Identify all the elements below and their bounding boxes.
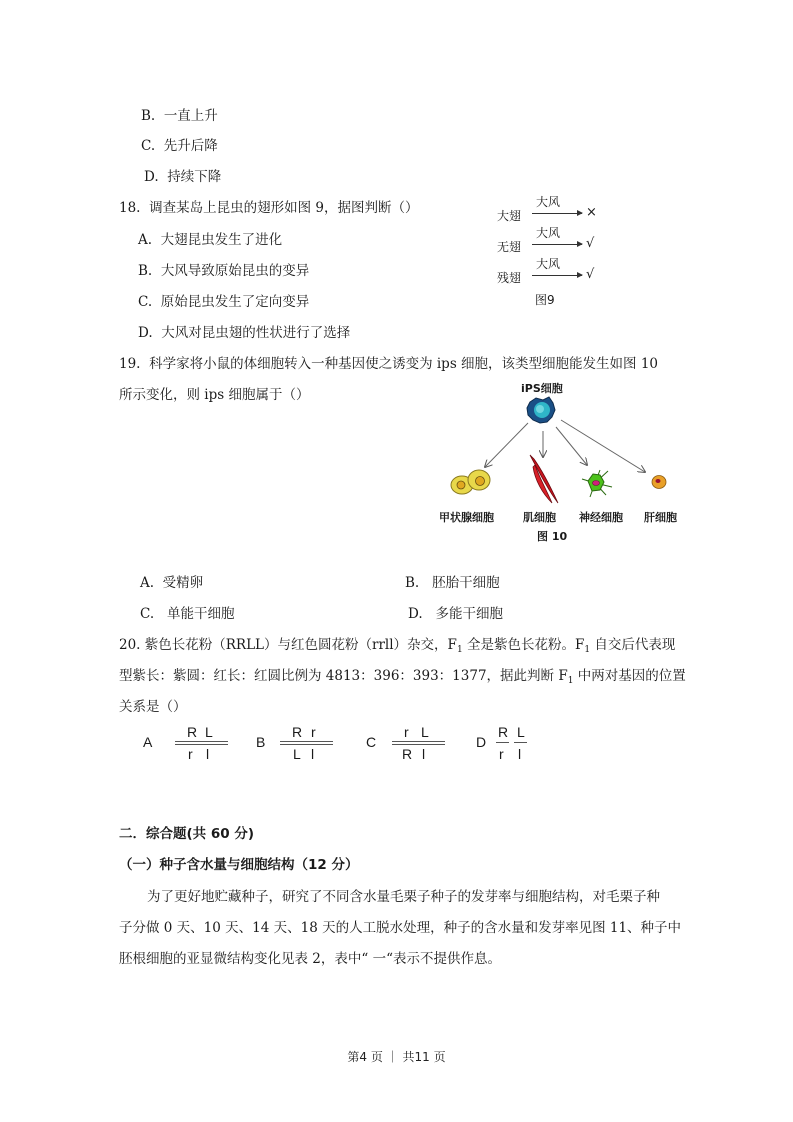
option-label: D. — [144, 169, 159, 185]
arrow-right-icon — [532, 244, 582, 245]
thyroid-cell-label: 甲状腺细胞 — [439, 511, 494, 524]
chromosome-line — [514, 742, 527, 743]
option-text: 受精卵 — [162, 575, 204, 591]
option-text: 大风导致原始昆虫的变异 — [160, 263, 310, 279]
figure-10 — [430, 375, 695, 550]
nerve-cell-label: 神经细胞 — [579, 511, 623, 524]
allele-bottom: l — [422, 746, 426, 762]
allele-top: r — [404, 724, 409, 740]
option-text: 大翅昆虫发生了进化 — [160, 232, 283, 248]
figure-caption: 图 10 — [537, 530, 568, 543]
result-mark: √ — [586, 267, 595, 282]
q20-stem-line3: 关系是（） — [119, 699, 187, 715]
paragraph-line: 胚根细胞的亚显微结构变化见表 2，表中“ 一“表示不提供作息。 — [119, 951, 501, 967]
option-label: B. — [138, 263, 153, 279]
allele-top: R — [498, 724, 509, 740]
wing-type-label: 残翅 — [497, 271, 522, 285]
option-label: D — [476, 734, 487, 750]
option-label: A — [143, 734, 153, 750]
paragraph-line: 为了更好地贮藏种子，研究了不同含水量毛栗子种子的发芽率与细胞结构，对毛栗子种 — [147, 889, 660, 905]
option-label: C — [366, 734, 377, 750]
arrow-to-thyroid — [485, 423, 528, 467]
allele-top: L — [421, 724, 429, 740]
q19-option-b — [405, 571, 500, 591]
muscle-cell-label: 肌细胞 — [523, 511, 556, 524]
q19-option-d — [408, 602, 503, 622]
arrow-to-liver — [561, 420, 645, 472]
option-text: 胚胎干细胞 — [432, 575, 500, 591]
wing-type-label: 大翅 — [497, 209, 522, 223]
q18-option-a — [138, 228, 282, 248]
question-text: 调查某岛上昆虫的翅形如图 9，据图判断（） — [149, 200, 419, 216]
question-number: 19. — [119, 356, 141, 372]
option-text: 先升后降 — [163, 138, 218, 154]
condition-label: 大风 — [536, 226, 561, 240]
question-text: 20. 紫色长花粉（RRLL）与红色圆花粉（rrll）杂交，F — [119, 637, 457, 653]
q20-option-d — [476, 722, 546, 762]
option-label: B. — [405, 575, 420, 591]
figure-caption: 图9 — [535, 293, 555, 307]
q18-option-d — [138, 321, 350, 341]
figure-9-row — [495, 193, 605, 223]
q19-option-c — [140, 602, 235, 622]
allele-bottom: r — [499, 746, 504, 762]
arrow-right-icon — [532, 275, 582, 276]
option-label: A. — [138, 232, 153, 248]
chromosome-line — [175, 741, 228, 742]
option-text: 大风对昆虫翅的性状进行了选择 — [161, 325, 351, 341]
option-label: A. — [140, 575, 155, 591]
option-text: 持续下降 — [167, 169, 222, 185]
option-label: B. — [141, 108, 156, 124]
wing-type-label: 无翅 — [497, 240, 522, 254]
allele-top: R — [187, 724, 198, 740]
q19-stem-line1 — [119, 352, 658, 372]
q19-stem-line2: 所示变化，则 ips 细胞属于（） — [119, 387, 310, 403]
subscript: 1 — [456, 645, 463, 655]
q17-option-c — [141, 134, 218, 154]
q20-option-b — [256, 722, 356, 762]
option-label: C. — [138, 294, 153, 310]
paragraph-line: 子分做 0 天、10 天、14 天、18 天的人工脱水处理，种子的含水量和发芽率见图 11、种子中 — [119, 920, 682, 936]
nerve-cell-icon — [582, 470, 612, 497]
question-text: 科学家将小鼠的体细胞转入一种基因使之诱变为 ips 细胞，该类型细胞能发生如图 10 — [149, 356, 659, 372]
q20-option-c — [366, 722, 466, 762]
chromosome-line — [496, 742, 509, 743]
figure-9-row — [495, 224, 605, 254]
liver-cell-icon — [652, 476, 666, 489]
option-text: 原始昆虫发生了定向变异 — [160, 294, 310, 310]
allele-top: L — [205, 724, 213, 740]
allele-bottom: l — [311, 746, 315, 762]
option-label: C. — [140, 606, 155, 622]
option-label: D. — [138, 325, 153, 341]
condition-label: 大风 — [536, 195, 561, 209]
q18-option-c — [138, 290, 309, 310]
subscript: 1 — [567, 676, 574, 686]
option-text: 多能干细胞 — [435, 606, 504, 622]
option-text: 一直上升 — [163, 108, 218, 124]
option-text: 单能干细胞 — [167, 606, 235, 622]
condition-label: 大风 — [536, 257, 561, 271]
question-number: 18. — [119, 200, 141, 216]
allele-bottom: l — [518, 746, 522, 762]
result-mark: × — [586, 205, 597, 220]
muscle-cell-icon — [530, 455, 558, 503]
allele-top: L — [517, 724, 525, 740]
q18-stem — [119, 196, 418, 216]
q20-stem-line1 — [119, 633, 675, 655]
chromosome-line — [280, 744, 333, 745]
section-title: 二．综合题(共 60 分) — [119, 826, 255, 842]
question-text: 自交后代表现 — [590, 637, 676, 653]
result-mark: √ — [586, 236, 595, 251]
q20-option-a — [143, 722, 243, 762]
allele-top: r — [311, 724, 316, 740]
subscript: 1 — [584, 645, 591, 655]
allele-bottom: L — [293, 746, 301, 762]
liver-cell-label: 肝细胞 — [644, 511, 677, 524]
question-text: 中两对基因的位置 — [573, 668, 686, 684]
figure-9 — [495, 193, 605, 308]
question-text: 型紫长：紫圆：红长：红圆比例为 4813：396：393：1377，据此判断 F — [119, 668, 568, 684]
figure-9-row — [495, 255, 605, 285]
chromosome-line — [392, 741, 445, 742]
q17-option-b — [141, 104, 218, 124]
q19-option-a — [140, 571, 203, 591]
allele-top: R — [292, 724, 303, 740]
q17-option-d — [144, 165, 221, 185]
option-label: B — [256, 734, 266, 750]
q18-option-b — [138, 259, 309, 279]
allele-bottom: l — [206, 746, 210, 762]
question-text: 全是紫色长花粉。F — [462, 637, 585, 653]
chromosome-line — [280, 741, 333, 742]
page-footer: 第4 页 ｜ 共11 页 — [347, 1050, 446, 1064]
chromosome-line — [175, 744, 228, 745]
allele-bottom: R — [402, 746, 413, 762]
ips-cell-icon — [527, 397, 555, 423]
option-label: D. — [408, 606, 423, 622]
allele-bottom: r — [188, 746, 193, 762]
thyroid-cell-icon — [451, 470, 490, 494]
ips-cell-label: iPS细胞 — [521, 382, 563, 395]
section-subtitle: （一）种子含水量与细胞结构（12 分） — [119, 857, 359, 873]
arrow-right-icon — [532, 213, 582, 214]
option-label: C. — [141, 138, 156, 154]
chromosome-line — [392, 744, 445, 745]
q20-stem-line2 — [119, 664, 686, 686]
